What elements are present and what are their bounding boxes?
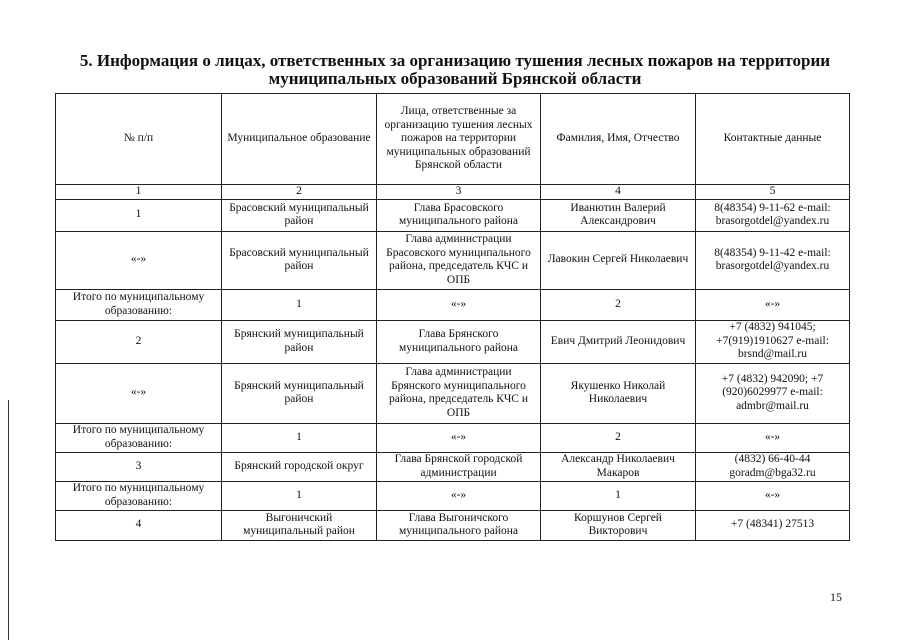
cell-municipality: 1 [222,289,377,320]
cell-municipality: Брасовский муниципальный район [222,231,377,289]
cell-num: 2 [56,320,222,363]
subtotal-row [56,289,850,320]
cell-municipality: 1 [222,481,377,510]
cell-responsible: Глава Брянского муниципального района [377,320,541,363]
index-cell: 3 [377,185,541,200]
cell-contacts: (4832) 66-40-44 goradm@bga32.ru [696,452,850,481]
cell-municipality: Брянский муниципальный район [222,363,377,423]
cell-num: 4 [56,510,222,540]
scan-margin-line [8,400,9,640]
index-row [56,185,850,200]
subtotal-row [56,481,850,510]
cell-fio: Коршунов Сергей Викторович [541,510,696,540]
table-row [56,199,850,231]
cell-num: «-» [56,231,222,289]
title-line-1: 5. Информация о лицах, ответственных за организацию тушения лесных пожаров на территории [79,51,831,70]
table-row [56,231,850,289]
index-cell: 4 [541,185,696,200]
index-cell: 2 [222,185,377,200]
cell-subtotal-label: Итого по муниципальному образованию: [56,423,222,452]
cell-contacts: «-» [696,289,850,320]
header-responsible: Лица, ответственные за организацию тушения лесных пожаров на территории муниципальных образований Брянской области [377,94,541,185]
cell-contacts: 8(48354) 9-11-42 e-mail: brasorgotdel@yandex.ru [696,231,850,289]
table-row [56,452,850,481]
page-title [40,52,870,88]
cell-num: «-» [56,363,222,423]
cell-contacts: +7 (4832) 942090; +7 (920)6029977 e-mail: admbr@mail.ru [696,363,850,423]
cell-contacts: «-» [696,481,850,510]
title-line-2: муниципальных образований Брянской области [268,69,642,88]
cell-responsible: Глава администрации Брянского муниципального района, председатель КЧС и ОПБ [377,363,541,423]
header-row [56,94,850,185]
cell-municipality: Брянский городской округ [222,452,377,481]
cell-responsible: Глава Выгоничского муниципального района [377,510,541,540]
header-num: № п/п [56,94,222,185]
index-cell: 5 [696,185,850,200]
cell-municipality: Брасовский муниципальный район [222,199,377,231]
cell-subtotal-label: Итого по муниципальному образованию: [56,481,222,510]
header-contacts: Контактные данные [696,94,850,185]
cell-responsible: «-» [377,289,541,320]
responsible-persons-table [55,93,850,541]
cell-contacts: +7 (48341) 27513 [696,510,850,540]
cell-responsible: Глава администрации Брасовского муниципального района, председатель КЧС и ОПБ [377,231,541,289]
header-municipality: Муниципальное образование [222,94,377,185]
cell-fio: Евич Дмитрий Леонидович [541,320,696,363]
cell-contacts: +7 (4832) 941045; +7(919)1910627 e-mail: brsnd@mail.ru [696,320,850,363]
table-row [56,320,850,363]
cell-fio: 2 [541,423,696,452]
cell-responsible: Глава Брасовского муниципального района [377,199,541,231]
header-fio: Фамилия, Имя, Отчество [541,94,696,185]
cell-municipality: Брянский муниципальный район [222,320,377,363]
page-number: 15 [830,590,842,604]
subtotal-row [56,423,850,452]
index-cell: 1 [56,185,222,200]
cell-responsible: «-» [377,423,541,452]
cell-num: 3 [56,452,222,481]
cell-responsible: Глава Брянской городской администрации [377,452,541,481]
cell-fio: 2 [541,289,696,320]
cell-municipality: 1 [222,423,377,452]
cell-fio: Александр Николаевич Макаров [541,452,696,481]
cell-fio: 1 [541,481,696,510]
table-row [56,510,850,540]
cell-contacts: 8(48354) 9-11-62 e-mail: brasorgotdel@yandex.ru [696,199,850,231]
cell-subtotal-label: Итого по муниципальному образованию: [56,289,222,320]
table-row [56,363,850,423]
cell-municipality: Выгоничский муниципальный район [222,510,377,540]
cell-responsible: «-» [377,481,541,510]
cell-fio: Иванютин Валерий Александрович [541,199,696,231]
cell-fio: Лавокин Сергей Николаевич [541,231,696,289]
cell-contacts: «-» [696,423,850,452]
cell-fio: Якушенко Николай Николаевич [541,363,696,423]
cell-num: 1 [56,199,222,231]
